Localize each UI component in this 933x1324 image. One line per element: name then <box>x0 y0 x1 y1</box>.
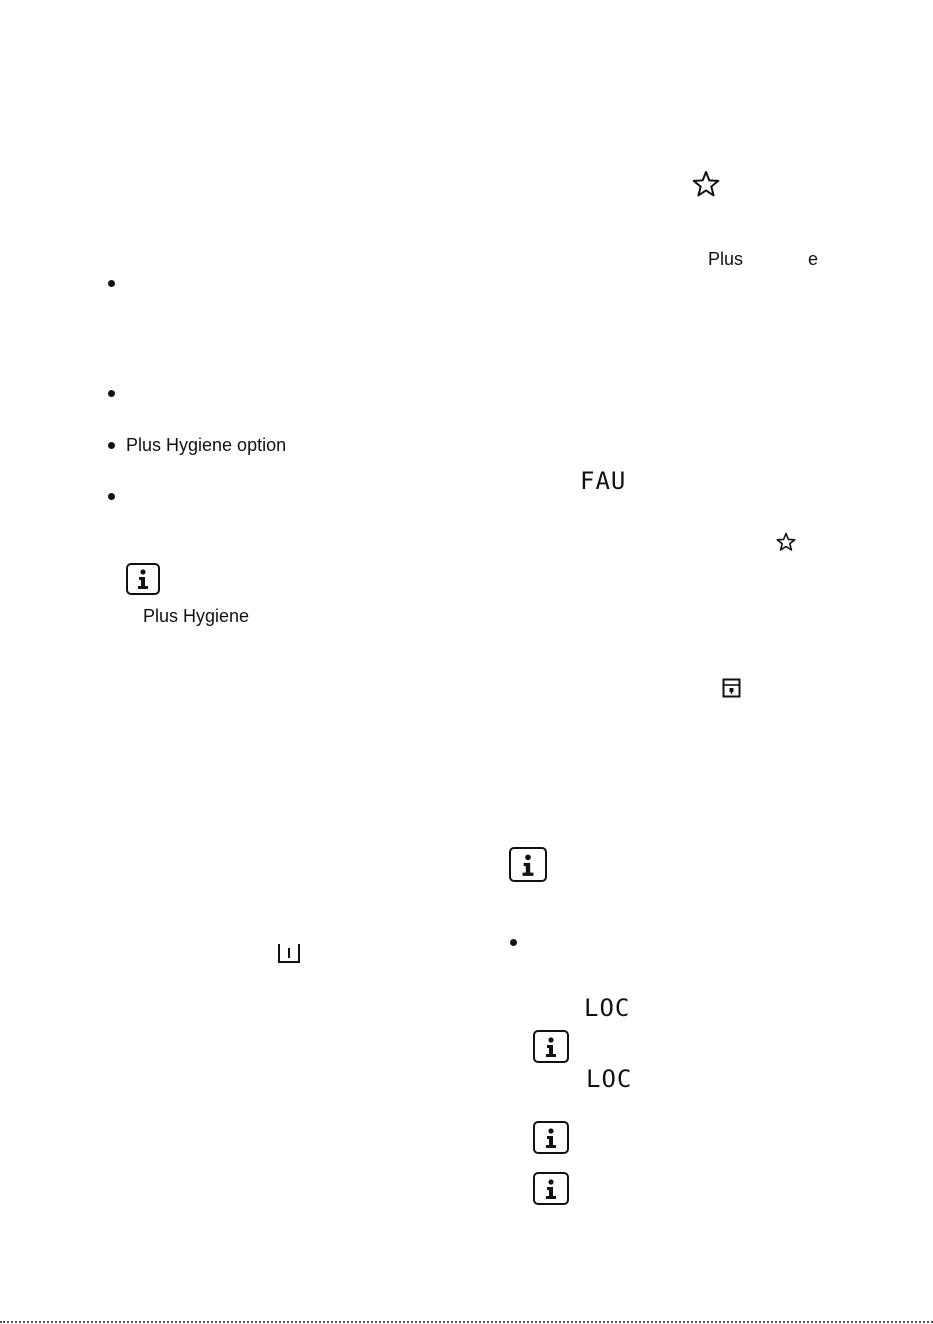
display-code-lock <box>584 995 638 1026</box>
door-lock-icon <box>722 678 742 698</box>
bullet-marker <box>108 493 115 500</box>
page-bottom-rule <box>0 1321 933 1323</box>
display-code-fav-text: FAU <box>580 468 627 494</box>
basket-icon <box>277 942 301 964</box>
bullet-marker <box>510 939 517 946</box>
info-icon <box>533 1172 569 1205</box>
display-code-fav <box>580 468 634 499</box>
bullet-marker <box>108 390 115 397</box>
star-icon <box>776 532 796 552</box>
bullet-marker <box>108 280 115 287</box>
bullet-marker <box>108 442 115 449</box>
bullet-text-plus-hygiene: Plus Hygiene option <box>126 435 287 455</box>
info-icon <box>533 1030 569 1063</box>
favourite-text-e: e <box>808 249 819 269</box>
display-code-lock-text: LOC <box>586 1066 633 1092</box>
info-icon <box>533 1121 569 1154</box>
favourite-text-plus: Plus <box>708 249 744 269</box>
info-icon <box>126 563 160 595</box>
star-icon <box>692 170 720 198</box>
info-note-text: Plus Hygiene <box>143 606 250 626</box>
display-code-lock <box>586 1066 640 1097</box>
display-code-lock-text: LOC <box>584 995 631 1021</box>
info-icon <box>509 847 547 882</box>
